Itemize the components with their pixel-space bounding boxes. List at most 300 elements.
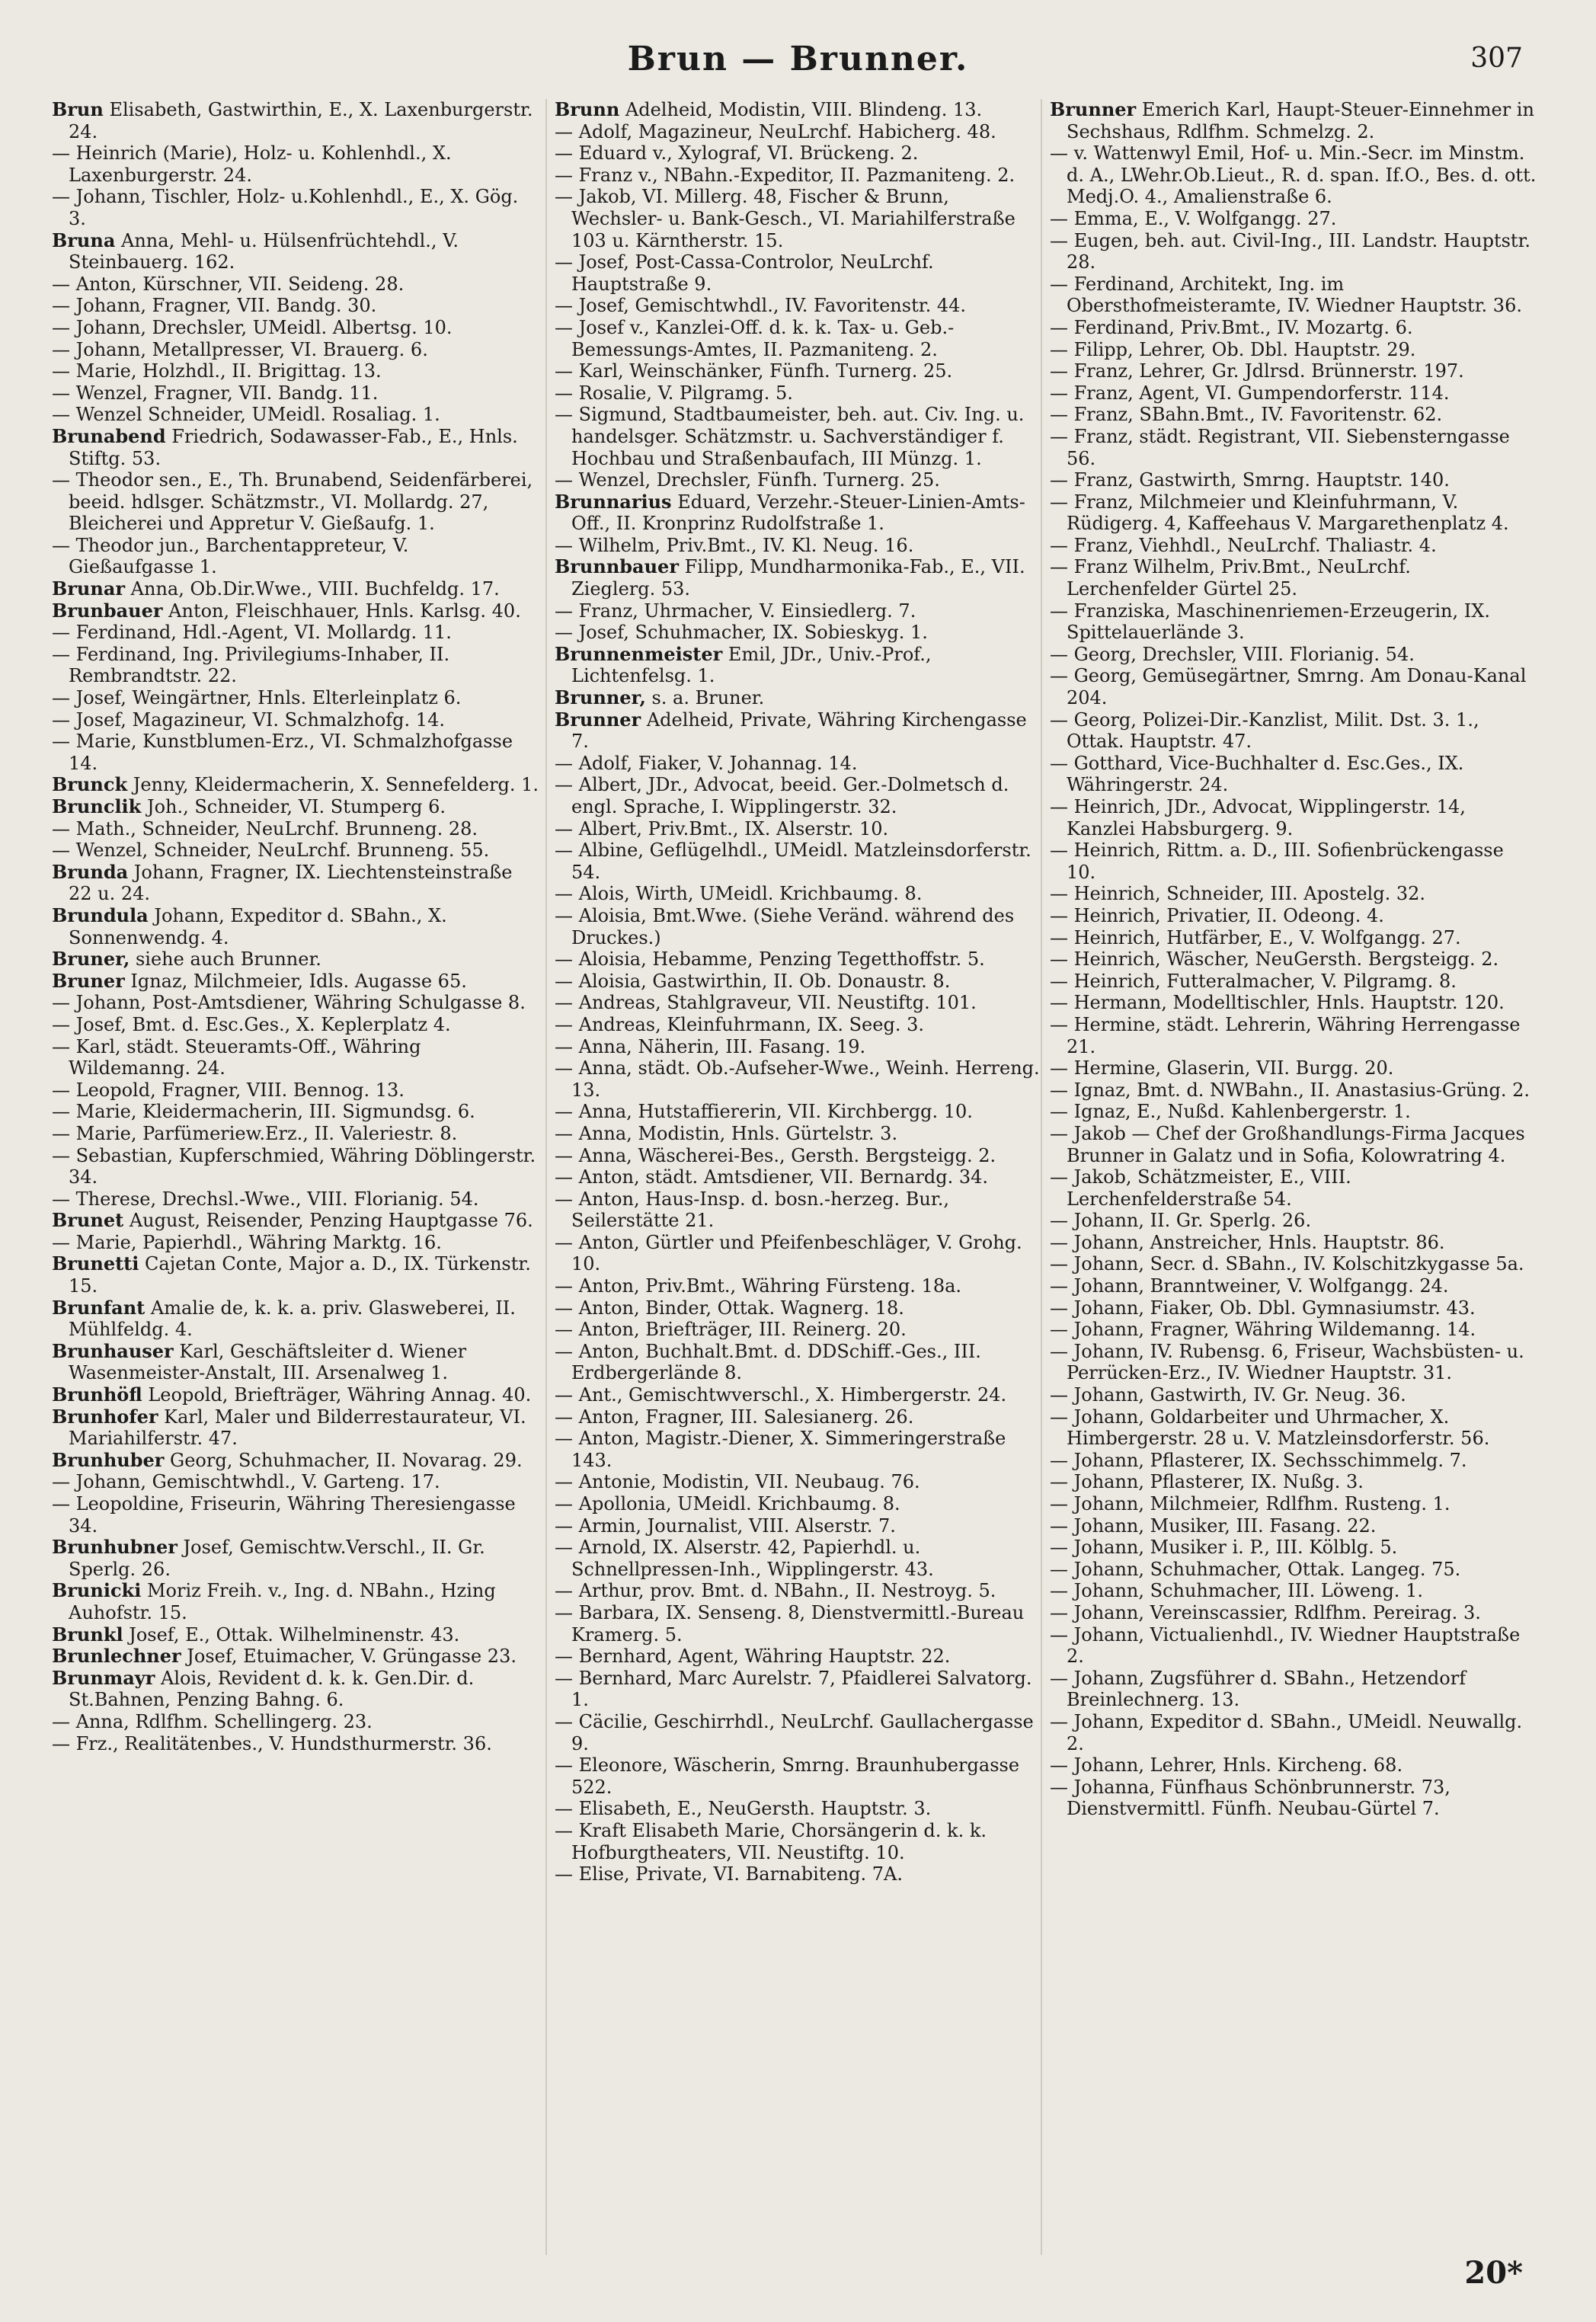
column-2: [555, 99, 1042, 2255]
entry-text: — Franziska, Maschinenriemen-Erzeugerin, IX. Spittelauerlände 3.: [1050, 600, 1490, 644]
entry-text: — Anton, Priv.Bmt., Währing Fürsteng. 18a.: [555, 1275, 962, 1297]
directory-entry: [1050, 317, 1537, 339]
directory-entry: [52, 99, 539, 142]
entry-text: — Eugen, beh. aut. Civil-Ing., III. Landstr. Hauptstr. 28.: [1050, 229, 1531, 273]
directory-entry: [555, 971, 1042, 993]
directory-entry: [1050, 1515, 1537, 1537]
entry-text: — Elise, Private, VI. Barnabiteng. 7A.: [555, 1863, 903, 1885]
entry-text: — Franz Wilhelm, Priv.Bmt., NeuLrchf. Lerchenfelder Gürtel 25.: [1050, 556, 1411, 600]
directory-entry: [555, 1145, 1042, 1167]
directory-entry: [52, 992, 539, 1014]
entry-text: siehe auch Brunner.: [130, 948, 321, 971]
entry-text: — Barbara, IX. Senseng. 8, Dienstvermittl.-Bureau Kramerg. 5.: [555, 1601, 1025, 1646]
entry-text: — Adolf, Magazineur, NeuLrchf. Habicherg. 48.: [555, 120, 996, 142]
directory-entry: [1050, 1493, 1537, 1515]
directory-entry: [1050, 1253, 1537, 1275]
entry-text: — Emma, E., V. Wolfgangg. 27.: [1050, 207, 1337, 229]
entry-text: — Wenzel, Drechsler, Fünfh. Turnerg. 25.: [555, 469, 940, 491]
directory-entry: [1050, 1624, 1537, 1668]
entry-text: — Andreas, Stahlgraveur, VII. Neustiftg. 101.: [555, 992, 977, 1014]
entry-text: Johann, Fragner, IX. Liechtensteinstraße 22 u. 24.: [69, 861, 513, 905]
directory-entry: [52, 142, 539, 186]
entry-text: — Anton, Binder, Ottak. Wagnerg. 18.: [555, 1297, 904, 1319]
surname-heading: Brunner,: [555, 686, 646, 709]
entry-text: — Heinrich, Wäscher, NeuGersth. Bergsteigg. 2.: [1050, 948, 1499, 971]
entry-text: — Josef, Post-Cassa-Controlor, NeuLrchf. Hauptstraße 9.: [555, 251, 934, 295]
entry-text: Karl, Geschäftsleiter d. Wiener Wasenmeister-Anstalt, III. Arsenalweg 1.: [69, 1340, 467, 1384]
entry-text: — Wenzel, Schneider, NeuLrchf. Brunneng. 55.: [52, 840, 490, 862]
directory-entry: [52, 578, 539, 600]
directory-entry: [555, 883, 1042, 905]
entry-text: Alois, Revident d. k. k. Gen.Dir. d. St.Bahnen, Penzing Bahng. 6.: [69, 1667, 475, 1711]
entry-text: s. a. Bruner.: [645, 687, 765, 709]
directory-entry: [555, 1101, 1042, 1123]
entry-text: — Karl, Weinschänker, Fünfh. Turnerg. 25.: [555, 360, 953, 382]
entry-text: — Johann, Pflasterer, IX. Sechsschimmelg. 7.: [1050, 1449, 1467, 1471]
entry-text: Joh., Schneider, VI. Stumperg 6.: [141, 796, 446, 817]
page-header: [0, 40, 1596, 93]
entry-text: Friedrich, Sodawasser-Fab., E., Hnls. Stiftg. 53.: [69, 425, 518, 469]
entry-text: Leopold, Briefträger, Währing Annag. 40.: [142, 1384, 532, 1406]
directory-entry: [555, 1711, 1042, 1754]
directory-entry: [1050, 1319, 1537, 1341]
directory-entry: [555, 1319, 1042, 1341]
entry-text: — Math., Schneider, NeuLrchf. Brunneng. 28.: [52, 817, 478, 840]
entry-text: — Johann, Lehrer, Hnls. Kircheng. 68.: [1050, 1754, 1403, 1777]
directory-entry: [555, 1014, 1042, 1036]
directory-entry: [555, 1036, 1042, 1058]
entry-text: — Johann, Expeditor d. SBahn., UMeidl. Neuwallg. 2.: [1050, 1710, 1523, 1754]
directory-entry: [1050, 753, 1537, 796]
directory-entry: [52, 1036, 539, 1079]
directory-entry: [1050, 1275, 1537, 1297]
directory-entry: [1050, 1602, 1537, 1624]
directory-entry: [1050, 1580, 1537, 1602]
directory-entry: [555, 317, 1042, 360]
directory-entry: [555, 382, 1042, 405]
entry-text: — Ignaz, Bmt. d. NWBahn., II. Anastasius-Grüng. 2.: [1050, 1079, 1530, 1101]
entry-text: — Hermine, städt. Lehrerin, Währing Herrengasse 21.: [1050, 1013, 1521, 1057]
directory-entry: [52, 971, 539, 993]
directory-entry: [555, 491, 1042, 535]
column-1: [52, 99, 539, 2255]
directory-entry: [52, 230, 539, 273]
entry-text: — Anton, städt. Amtsdiener, VII. Bernardg. 34.: [555, 1166, 989, 1188]
directory-entry: [1050, 1123, 1537, 1166]
directory-entry: [555, 1820, 1042, 1863]
entry-text: — Marie, Kunstblumen-Erz., VI. Schmalzhofgasse 14.: [52, 731, 513, 774]
entry-text: — Anna, Rdlfhm. Schellingerg. 23.: [52, 1710, 373, 1732]
entry-text: — Johann, Tischler, Holz- u.Kohlenhdl., E., X. Gög. 3.: [52, 186, 519, 229]
directory-entry: [555, 1515, 1042, 1537]
entry-text: Elisabeth, Gastwirthin, E., X. Laxenburgerstr. 24.: [69, 99, 533, 142]
entry-text: Emerich Karl, Haupt-Steuer-Einnehmer in Sechshaus, Rdlfhm. Schmelzg. 2.: [1067, 99, 1534, 142]
directory-entry: [52, 818, 539, 840]
directory-entry: [52, 382, 539, 405]
directory-entry: [52, 1014, 539, 1036]
directory-entry: [1050, 535, 1537, 557]
directory-entry: [1050, 644, 1537, 666]
directory-entry: [555, 1232, 1042, 1275]
directory-entry: [52, 1493, 539, 1537]
entry-text: — Josef, Weingärtner, Hnls. Elterleinplatz 6.: [52, 687, 462, 709]
directory-entry: [52, 600, 539, 622]
entry-text: — Johann, Metallpresser, VI. Brauerg. 6.: [52, 338, 428, 360]
directory-entry: [1050, 971, 1537, 993]
entry-text: Josef, E., Ottak. Wilhelminenstr. 43.: [123, 1623, 460, 1646]
directory-entry: [1050, 948, 1537, 971]
entry-text: — Leopold, Fragner, VIII. Bennog. 13.: [52, 1079, 405, 1101]
directory-entry: [52, 796, 539, 818]
directory-entry: [1050, 1711, 1537, 1754]
entry-text: — Ignaz, E., Nußd. Kahlenbergerstr. 1.: [1050, 1101, 1411, 1123]
directory-entry: [52, 186, 539, 229]
directory-entry: [555, 142, 1042, 165]
entry-text: — Johann, Pflasterer, IX. Nußg. 3.: [1050, 1471, 1364, 1493]
directory-entry: [52, 404, 539, 426]
directory-entry: [52, 905, 539, 948]
entry-text: — Sebastian, Kupferschmied, Währing Döblingerstr. 34.: [52, 1144, 536, 1188]
entry-text: Jenny, Kleidermacherin, X. Sennefelderg. 1.: [127, 774, 539, 796]
directory-entry: [1050, 1079, 1537, 1102]
directory-entry: [555, 295, 1042, 317]
directory-entry: [555, 1580, 1042, 1602]
directory-entry: [1050, 1777, 1537, 1820]
entry-text: — Johann, IV. Rubensg. 6, Friseur, Wachsbüsten- u. Perrücken-Erz., IV. Wiedner Hauptstr. 31.: [1050, 1340, 1524, 1384]
entry-text: — Georg, Drechsler, VIII. Florianig. 54.: [1050, 643, 1415, 665]
directory-entry: [1050, 1057, 1537, 1079]
entry-text: Anton, Fleischhauer, Hnls. Karlsg. 40.: [162, 600, 521, 622]
directory-entry: [555, 644, 1042, 687]
entry-text: Anna, Ob.Dir.Wwe., VIII. Buchfeldg. 17.: [125, 578, 500, 600]
directory-entry: [555, 1754, 1042, 1798]
directory-entry: [1050, 208, 1537, 230]
entry-text: Anna, Mehl- u. Hülsenfrüchtehdl., V. Steinbauerg. 162.: [69, 229, 459, 273]
directory-entry: [1050, 1166, 1537, 1210]
directory-entry: [52, 622, 539, 644]
surname-heading: Brunck: [52, 773, 128, 796]
directory-entry: [52, 1210, 539, 1232]
entry-text: — Franz, Milchmeier und Kleinfuhrmann, V. Rüdigerg. 4, Kaffeehaus V. Margarethenplatz 4.: [1050, 491, 1509, 535]
directory-entry: [52, 317, 539, 339]
entry-text: — Antonie, Modistin, VII. Neubaug. 76.: [555, 1471, 920, 1493]
directory-entry: [1050, 840, 1537, 883]
entry-text: — Heinrich, Rittm. a. D., III. Sofienbrückengasse 10.: [1050, 840, 1504, 883]
directory-entry: [555, 1188, 1042, 1232]
entry-text: — Johann, Gemischtwhdl., V. Garteng. 17.: [52, 1471, 440, 1493]
directory-entry: [555, 1537, 1042, 1580]
directory-entry: [1050, 1471, 1537, 1493]
directory-entry: [1050, 273, 1537, 317]
entry-text: — Anna, Näherin, III. Fasang. 19.: [555, 1035, 866, 1057]
entry-text: — Johann, Fiaker, Ob. Dbl. Gymnasiumstr. 43.: [1050, 1297, 1476, 1319]
directory-entry: [52, 862, 539, 905]
entry-text: — Heinrich, Hutfärber, E., V. Wolfgangg. 27.: [1050, 926, 1461, 948]
directory-entry: [1050, 905, 1537, 927]
entry-text: — Bernhard, Marc Aurelstr. 7, Pfaidlerei Salvatorg. 1.: [555, 1667, 1032, 1711]
entry-text: — Josef, Gemischtwhdl., IV. Favoritenstr. 44.: [555, 295, 966, 317]
surname-heading: Bruner,: [52, 948, 130, 971]
entry-text: — Aloisia, Hebamme, Penzing Tegetthoffstr. 5.: [555, 948, 985, 971]
entry-text: — Heinrich, JDr., Advocat, Wipplingerstr. 14, Kanzlei Habsburgerg. 9.: [1050, 796, 1466, 840]
surname-heading: Brundula: [52, 904, 149, 926]
directory-entry: [555, 1057, 1042, 1101]
directory-entry: [1050, 1668, 1537, 1711]
directory-entry: [1050, 1537, 1537, 1559]
entry-text: Amalie de, k. k. a. priv. Glasweberei, II. Mühlfeldg. 4.: [69, 1297, 516, 1341]
entry-text: — Jakob — Chef der Großhandlungs-Firma Jacques Brunner in Galatz und in Sofia, Kolowratring 4.: [1050, 1122, 1525, 1166]
directory-entry: [555, 556, 1042, 600]
directory-entry: [52, 1297, 539, 1341]
entry-text: — Josef, Bmt. d. Esc.Ges., X. Keplerplatz 4.: [52, 1013, 451, 1035]
entry-text: — Anton, Gürtler und Pfeifenbeschläger, V. Grohg. 10.: [555, 1231, 1022, 1275]
entry-text: Georg, Schuhmacher, II. Novarag. 29.: [164, 1449, 523, 1471]
directory-entry: [1050, 426, 1537, 469]
entry-text: — Johann, Zugsführer d. SBahn., Hetzendorf Breinlechnerg. 13.: [1050, 1667, 1466, 1711]
directory-entry: [555, 1384, 1042, 1406]
entry-text: — Wilhelm, Priv.Bmt., IV. Kl. Neug. 16.: [555, 534, 914, 556]
directory-entry: [555, 600, 1042, 622]
directory-entry: [1050, 1450, 1537, 1472]
entry-text: — Johann, Musiker i. P., III. Kölblg. 5.: [1050, 1537, 1398, 1559]
directory-entry: [555, 1668, 1042, 1711]
entry-text: Emil, JDr., Univ.-Prof., Lichtenfelsg. 1.: [571, 643, 932, 687]
entry-text: — Anton, Magistr.-Diener, X. Simmeringerstraße 143.: [555, 1428, 1006, 1471]
entry-text: Karl, Maler und Bilderrestaurateur, VI. Mariahilferstr. 47.: [69, 1406, 526, 1450]
surname-heading: Brunhuber: [52, 1448, 165, 1471]
surname-heading: Brunar: [52, 577, 126, 600]
entry-text: — Aloisia, Gastwirthin, II. Ob. Donaustr. 8.: [555, 970, 951, 992]
directory-entry: [52, 840, 539, 862]
entry-text: Moriz Freih. v., Ing. d. NBahn., Hzing Auhofstr. 15.: [69, 1580, 496, 1623]
entry-text: — Anna, städt. Ob.-Aufseher-Wwe., Weinh. Herreng. 13.: [555, 1057, 1040, 1101]
directory-entry: [52, 273, 539, 296]
directory-entry: [1050, 1232, 1537, 1254]
directory-entry: [52, 1253, 539, 1297]
directory-entry: [52, 1406, 539, 1450]
directory-entry: [52, 1123, 539, 1145]
entry-text: — Leopoldine, Friseurin, Währing Theresiengasse 34.: [52, 1493, 516, 1537]
entry-text: — Johann, Victualienhdl., IV. Wiedner Hauptstraße 2.: [1050, 1623, 1521, 1668]
entry-text: — Ferdinand, Hdl.-Agent, VI. Mollardg. 11.: [52, 622, 452, 644]
entry-text: — Anna, Hutstaffiererin, VII. Kirchbergg. 10.: [555, 1101, 973, 1123]
directory-entry: [1050, 600, 1537, 644]
entry-text: — Eleonore, Wäscherin, Smrng. Braunhubergasse 522.: [555, 1754, 1020, 1798]
entry-text: — Johann, Anstreicher, Hnls. Hauptstr. 86.: [1050, 1231, 1445, 1253]
directory-entry: [52, 1450, 539, 1472]
entry-text: — Franz, städt. Registrant, VII. Siebensterngasse 56.: [1050, 425, 1510, 469]
entry-text: — Anton, Fragner, III. Salesianerg. 26.: [555, 1406, 914, 1428]
entry-text: — Albine, Geflügelhdl., UMeidl. Matzleinsdorferstr. 54.: [555, 840, 1031, 883]
entry-text: — Arnold, IX. Alserstr. 42, Papierhdl. u. Schnellpressen-Inh., Wipplingerstr. 43.: [555, 1537, 934, 1580]
surname-heading: Brunkl: [52, 1623, 123, 1646]
entry-text: — Elisabeth, E., NeuGersth. Hauptstr. 3.: [555, 1798, 932, 1820]
directory-entry: [1050, 665, 1537, 708]
entry-text: — Johann, Vereinscassier, Rdlfhm. Pereirag. 3.: [1050, 1601, 1481, 1623]
directory-entry: [555, 1275, 1042, 1297]
entry-text: Adelheid, Modistin, VIII. Blindeng. 13.: [619, 99, 983, 120]
directory-entry: [555, 535, 1042, 557]
entry-text: — Anton, Kürschner, VII. Seideng. 28.: [52, 273, 405, 295]
surname-heading: Brunicki: [52, 1579, 142, 1602]
directory-entry: [1050, 360, 1537, 382]
directory-entry: [1050, 1210, 1537, 1232]
directory-entry: [1050, 927, 1537, 949]
surname-heading: Brun: [52, 99, 104, 120]
directory-entry: [52, 774, 539, 796]
entry-text: — Karl, städt. Steueramts-Off., Währing Wildemanng. 24.: [52, 1035, 421, 1079]
directory-entry: [555, 687, 1042, 709]
entry-text: — Bernhard, Agent, Währing Hauptstr. 22.: [555, 1646, 951, 1668]
directory-entry: [1050, 1384, 1537, 1406]
page-title: Brun — Brunner.: [627, 40, 969, 78]
directory-entry: [52, 948, 539, 971]
directory-entry: [52, 731, 539, 774]
entry-text: Adelheid, Private, Währing Kirchengasse 7.: [571, 708, 1027, 753]
entry-text: — Georg, Gemüsegärtner, Smrng. Am Donau-Kanal 204.: [1050, 665, 1527, 709]
directory-entry: [555, 753, 1042, 775]
entry-text: — Marie, Papierhdl., Währing Marktg. 16.: [52, 1231, 442, 1253]
entry-text: — Hermann, Modelltischler, Hnls. Hauptstr. 120.: [1050, 992, 1505, 1014]
entry-text: — Johann, Musiker, III. Fasang. 22.: [1050, 1514, 1377, 1537]
surname-heading: Bruna: [52, 229, 116, 251]
surname-heading: Brunnenmeister: [555, 642, 723, 665]
surname-heading: Brunmayr: [52, 1666, 155, 1689]
directory-entry: [555, 774, 1042, 817]
directory-entry: [1050, 469, 1537, 491]
directory-entry: [555, 1471, 1042, 1493]
surname-heading: Brunn: [555, 99, 620, 120]
entry-text: — Kraft Elisabeth Marie, Chorsängerin d. k. k. Hofburgtheaters, VII. Neustiftg. 10.: [555, 1819, 987, 1863]
entry-text: — Frz., Realitätenbes., V. Hundsthurmerstr. 36.: [52, 1732, 492, 1754]
directory-entry: [555, 818, 1042, 840]
directory-entry: [52, 1384, 539, 1406]
directory-entry: [555, 1863, 1042, 1885]
directory-entry: [52, 1341, 539, 1384]
directory-entry: [555, 1297, 1042, 1319]
directory-entry: [1050, 1754, 1537, 1777]
signature-mark: 20*: [1464, 2255, 1523, 2291]
directory-entry: [52, 1646, 539, 1668]
entry-text: — Franz, Agent, VI. Gumpendorferstr. 114.: [1050, 382, 1450, 404]
directory-entry: [52, 1145, 539, 1188]
entry-text: — Aloisia, Bmt.Wwe. (Siehe Veränd. während des Druckes.): [555, 904, 1015, 948]
directory-entry: [1050, 230, 1537, 273]
directory-entry: [1050, 491, 1537, 535]
entry-text: — Anna, Modistin, Hnls. Gürtelstr. 3.: [555, 1122, 898, 1144]
surname-heading: Brunhauser: [52, 1339, 174, 1362]
surname-heading: Brunlechner: [52, 1645, 181, 1668]
directory-entry: [1050, 142, 1537, 208]
entry-text: — Ant., Gemischtwverschl., X. Himbergerstr. 24.: [555, 1384, 1007, 1406]
entry-text: — Anton, Briefträger, III. Reinerg. 20.: [555, 1319, 907, 1341]
directory-entry: [1050, 1341, 1537, 1384]
entry-text: — Johann, Fragner, VII. Bandg. 30.: [52, 295, 377, 317]
surname-heading: Bruner: [52, 969, 125, 992]
entry-text: — Theodor sen., E., Th. Brunabend, Seidenfärberei, beeid. hdlsger. Schätzmstr., VI. Mollardg. 27, Bleicherei und Appretur V. Gießaufg. 1.: [52, 469, 533, 535]
directory-entry: [555, 251, 1042, 295]
entry-text: — Ferdinand, Architekt, Ing. im Obersthofmeisteramte, IV. Wiedner Hauptstr. 36.: [1050, 273, 1522, 317]
surname-heading: Brunabend: [52, 424, 166, 447]
entry-text: — Johann, Drechsler, UMeidl. Albertsg. 10.: [52, 316, 453, 338]
surname-heading: Brunhofer: [52, 1405, 158, 1428]
entry-text: — Wenzel Schneider, UMeidl. Rosaliag. 1.: [52, 404, 440, 426]
directory-entry: [1050, 1101, 1537, 1123]
directory-entry: [52, 1733, 539, 1755]
entry-text: — Heinrich (Marie), Holz- u. Kohlenhdl., X. Laxenburgerstr. 24.: [52, 142, 452, 186]
entry-text: — Apollonia, UMeidl. Krichbaumg. 8.: [555, 1493, 900, 1514]
entry-text: — Adolf, Fiaker, V. Johannag. 14.: [555, 752, 858, 774]
entry-text: — Arthur, prov. Bmt. d. NBahn., II. Nestroyg. 5.: [555, 1580, 996, 1602]
directory-entry: [555, 992, 1042, 1014]
surname-heading: Brunner: [555, 708, 641, 731]
entry-text: Cajetan Conte, Major a. D., IX. Türkenstr. 15.: [69, 1253, 531, 1297]
entry-text: — Jakob, VI. Millerg. 48, Fischer & Brunn, Wechsler- u. Bank-Gesch., VI. Mariahilferstraße 103 u. Kärntherstr. 15.: [555, 186, 1015, 251]
entry-text: — Heinrich, Futteralmacher, V. Pilgramg. 8.: [1050, 970, 1457, 992]
entry-text: — Josef, Magazineur, VI. Schmalzhofg. 14.: [52, 708, 445, 731]
surname-heading: Brunet: [52, 1209, 124, 1232]
entry-text: Ignaz, Milchmeier, Idls. Augasse 65.: [124, 970, 467, 992]
entry-text: — Johann, Fragner, Währing Wildemanng. 14.: [1050, 1319, 1476, 1341]
directory-entry: [52, 426, 539, 469]
directory-entry: [52, 644, 539, 687]
directory-entry: [555, 99, 1042, 121]
directory-entry: [52, 687, 539, 709]
entry-text: — Albert, Priv.Bmt., IX. Alserstr. 10.: [555, 817, 889, 840]
surname-heading: Brunda: [52, 860, 129, 883]
surname-heading: Brunnarius: [555, 490, 672, 513]
directory-entry: [555, 1123, 1042, 1145]
entry-text: — Johann, Post-Amtsdiener, Währing Schulgasse 8.: [52, 992, 526, 1014]
entry-text: — Franz, Lehrer, Gr. Jdlrsd. Brünnerstr. 197.: [1050, 360, 1464, 382]
directory-entry: [1050, 1297, 1537, 1319]
entry-text: — Heinrich, Schneider, III. Apostelg. 32.: [1050, 883, 1426, 905]
entry-text: — Cäcilie, Geschirrhdl., NeuLrchf. Gaullachergasse 9.: [555, 1710, 1034, 1754]
directory-entry: [555, 1406, 1042, 1428]
surname-heading: Brunhubner: [52, 1536, 178, 1559]
directory-entry: [52, 1471, 539, 1493]
directory-entry: [52, 1668, 539, 1711]
directory-entry: [52, 1711, 539, 1733]
entry-text: — Franz, Uhrmacher, V. Einsiedlerg. 7.: [555, 600, 916, 622]
entry-text: — Johann, Schuhmacher, III. Löweng. 1.: [1050, 1580, 1423, 1602]
entry-text: — Johann, II. Gr. Sperlg. 26.: [1050, 1210, 1312, 1232]
directory-entry: [1050, 99, 1537, 142]
surname-heading: Brunbauer: [52, 599, 163, 622]
directory-entry: [52, 360, 539, 382]
entry-text: — Johanna, Fünfhaus Schönbrunnerstr. 73, Dienstvermittl. Fünfh. Neubau-Gürtel 7.: [1050, 1776, 1450, 1820]
directory-entry: [52, 1624, 539, 1646]
entry-text: — Theodor jun., Barchentappreteur, V. Gießaufgasse 1.: [52, 534, 409, 578]
directory-entry: [52, 469, 539, 535]
entry-text: — Johann, Branntweiner, V. Wolfgangg. 24.: [1050, 1275, 1449, 1297]
directory-entry: [555, 622, 1042, 644]
entry-text: Eduard, Verzehr.-Steuer-Linien-Amts-Off., II. Kronprinz Rudolfstraße 1.: [571, 491, 1025, 535]
entry-text: — Johann, Milchmeier, Rdlfhm. Rusteng. 1.: [1050, 1493, 1450, 1514]
entry-text: — Albert, JDr., Advocat, beeid. Ger.-Dolmetsch d. engl. Sprache, I. Wipplingerstr. 32.: [555, 774, 1009, 817]
directory-entry: [555, 840, 1042, 883]
surname-heading: Brunner: [1050, 99, 1137, 120]
directory-entry: [52, 339, 539, 361]
entry-text: — Anton, Buchhalt.Bmt. d. DDSchiff.-Ges., III. Erdbergerlände 8.: [555, 1340, 981, 1384]
entry-text: — Eduard v., Xylograf, VI. Brückeng. 2.: [555, 142, 919, 165]
directory-entry: [52, 1101, 539, 1123]
directory-entry: [555, 905, 1042, 948]
entry-text: — Franz, Viehhdl., NeuLrchf. Thaliastr. 4.: [1050, 534, 1437, 556]
entry-text: — Filipp, Lehrer, Ob. Dbl. Hauptstr. 29.: [1050, 338, 1416, 360]
entry-text: — Johann, Gastwirth, IV. Gr. Neug. 36.: [1050, 1384, 1406, 1406]
directory-entry: [1050, 382, 1537, 405]
